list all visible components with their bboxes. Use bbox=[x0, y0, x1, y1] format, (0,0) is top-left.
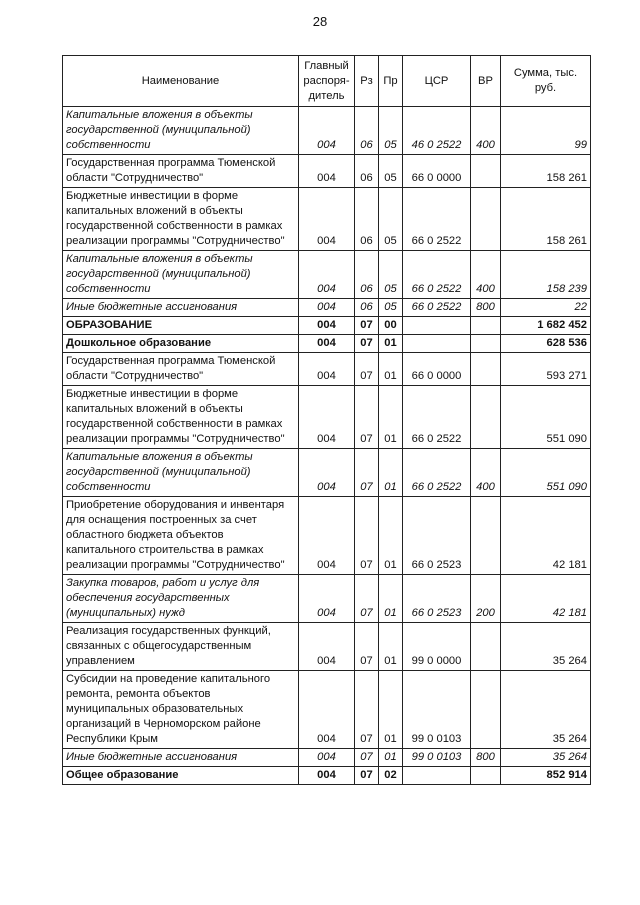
cell-csr: 66 0 0000 bbox=[403, 155, 471, 188]
table-row bbox=[63, 188, 591, 251]
cell-glavny: 004 bbox=[299, 155, 355, 188]
cell-sum: 22 bbox=[501, 299, 591, 317]
table-row bbox=[63, 251, 591, 299]
cell-rz: 07 bbox=[355, 335, 379, 353]
cell-vr bbox=[471, 335, 501, 353]
cell-pr: 01 bbox=[379, 386, 403, 449]
cell-name: Реализация государственных функций, связанных с общегосударственным управлением bbox=[63, 623, 299, 671]
cell-sum: 628 536 bbox=[501, 335, 591, 353]
cell-csr: 66 0 2523 bbox=[403, 497, 471, 575]
cell-csr bbox=[403, 767, 471, 785]
table-row bbox=[63, 386, 591, 449]
cell-pr: 01 bbox=[379, 353, 403, 386]
cell-vr bbox=[471, 497, 501, 575]
cell-vr bbox=[471, 353, 501, 386]
cell-name: Бюджетные инвестиции в форме капитальных вложений в объекты государственной собственности в рамках реализации программы "Сотрудничество" bbox=[63, 386, 299, 449]
header-pr: Пр bbox=[379, 56, 403, 107]
cell-rz: 07 bbox=[355, 353, 379, 386]
cell-rz: 06 bbox=[355, 299, 379, 317]
cell-pr: 01 bbox=[379, 575, 403, 623]
table-row bbox=[63, 749, 591, 767]
table-header-row bbox=[63, 56, 591, 107]
cell-pr: 01 bbox=[379, 623, 403, 671]
table-body bbox=[63, 107, 591, 785]
cell-csr: 46 0 2522 bbox=[403, 107, 471, 155]
header-name: Наименование bbox=[63, 56, 299, 107]
cell-glavny: 004 bbox=[299, 623, 355, 671]
table-row bbox=[63, 623, 591, 671]
budget-table bbox=[62, 55, 591, 785]
cell-rz: 06 bbox=[355, 107, 379, 155]
table-row bbox=[63, 671, 591, 749]
cell-name: Государственная программа Тюменской области "Сотрудничество" bbox=[63, 353, 299, 386]
table-row bbox=[63, 767, 591, 785]
cell-name: Общее образование bbox=[63, 767, 299, 785]
cell-sum: 99 bbox=[501, 107, 591, 155]
cell-rz: 07 bbox=[355, 767, 379, 785]
cell-csr bbox=[403, 335, 471, 353]
cell-sum: 1 682 452 bbox=[501, 317, 591, 335]
cell-pr: 05 bbox=[379, 299, 403, 317]
cell-sum: 593 271 bbox=[501, 353, 591, 386]
cell-sum: 852 914 bbox=[501, 767, 591, 785]
cell-glavny: 004 bbox=[299, 299, 355, 317]
cell-vr bbox=[471, 623, 501, 671]
cell-vr bbox=[471, 671, 501, 749]
cell-name: Субсидии на проведение капитального ремонта, ремонта объектов муниципальных образовательных организаций в Черноморском районе Республики Крым bbox=[63, 671, 299, 749]
header-rz: Рз bbox=[355, 56, 379, 107]
header-sum: Сумма, тыс. руб. bbox=[501, 56, 591, 107]
cell-pr: 05 bbox=[379, 107, 403, 155]
cell-vr: 200 bbox=[471, 575, 501, 623]
table-row bbox=[63, 299, 591, 317]
cell-pr: 05 bbox=[379, 251, 403, 299]
cell-name: Капитальные вложения в объекты государственной (муниципальной) собственности bbox=[63, 107, 299, 155]
table-row bbox=[63, 335, 591, 353]
cell-pr: 02 bbox=[379, 767, 403, 785]
cell-csr: 66 0 2522 bbox=[403, 188, 471, 251]
cell-pr: 01 bbox=[379, 449, 403, 497]
cell-sum: 42 181 bbox=[501, 497, 591, 575]
cell-vr bbox=[471, 155, 501, 188]
cell-sum: 35 264 bbox=[501, 749, 591, 767]
cell-rz: 07 bbox=[355, 749, 379, 767]
cell-sum: 158 261 bbox=[501, 188, 591, 251]
cell-sum: 158 261 bbox=[501, 155, 591, 188]
page-number: 28 bbox=[312, 14, 328, 29]
cell-glavny: 004 bbox=[299, 335, 355, 353]
cell-sum: 551 090 bbox=[501, 386, 591, 449]
cell-rz: 07 bbox=[355, 497, 379, 575]
cell-csr: 66 0 2522 bbox=[403, 299, 471, 317]
cell-sum: 551 090 bbox=[501, 449, 591, 497]
cell-csr bbox=[403, 317, 471, 335]
table-row bbox=[63, 497, 591, 575]
cell-name: Капитальные вложения в объекты государственной (муниципальной) собственности bbox=[63, 251, 299, 299]
cell-name: Иные бюджетные ассигнования bbox=[63, 749, 299, 767]
cell-pr: 01 bbox=[379, 335, 403, 353]
cell-glavny: 004 bbox=[299, 107, 355, 155]
cell-vr: 400 bbox=[471, 107, 501, 155]
cell-csr: 99 0 0103 bbox=[403, 749, 471, 767]
cell-vr: 800 bbox=[471, 749, 501, 767]
cell-name: Иные бюджетные ассигнования bbox=[63, 299, 299, 317]
cell-csr: 66 0 2523 bbox=[403, 575, 471, 623]
header-glavny: Главный распоря-дитель bbox=[299, 56, 355, 107]
cell-vr bbox=[471, 188, 501, 251]
cell-glavny: 004 bbox=[299, 188, 355, 251]
cell-csr: 66 0 0000 bbox=[403, 353, 471, 386]
cell-name: Капитальные вложения в объекты государственной (муниципальной) собственности bbox=[63, 449, 299, 497]
table-row bbox=[63, 317, 591, 335]
cell-csr: 66 0 2522 bbox=[403, 449, 471, 497]
cell-vr bbox=[471, 767, 501, 785]
cell-pr: 05 bbox=[379, 155, 403, 188]
cell-vr bbox=[471, 386, 501, 449]
cell-sum: 35 264 bbox=[501, 623, 591, 671]
cell-csr: 99 0 0000 bbox=[403, 623, 471, 671]
cell-sum: 42 181 bbox=[501, 575, 591, 623]
cell-name: Закупка товаров, работ и услуг для обеспечения государственных (муниципальных) нужд bbox=[63, 575, 299, 623]
table-row bbox=[63, 155, 591, 188]
cell-rz: 07 bbox=[355, 449, 379, 497]
cell-rz: 07 bbox=[355, 671, 379, 749]
cell-csr: 99 0 0103 bbox=[403, 671, 471, 749]
cell-rz: 07 bbox=[355, 317, 379, 335]
cell-rz: 06 bbox=[355, 188, 379, 251]
cell-pr: 01 bbox=[379, 671, 403, 749]
cell-glavny: 004 bbox=[299, 449, 355, 497]
header-vr: ВР bbox=[471, 56, 501, 107]
cell-pr: 01 bbox=[379, 749, 403, 767]
cell-glavny: 004 bbox=[299, 317, 355, 335]
cell-glavny: 004 bbox=[299, 497, 355, 575]
cell-vr: 400 bbox=[471, 449, 501, 497]
header-csr: ЦСР bbox=[403, 56, 471, 107]
cell-name: ОБРАЗОВАНИЕ bbox=[63, 317, 299, 335]
cell-glavny: 004 bbox=[299, 575, 355, 623]
cell-csr: 66 0 2522 bbox=[403, 251, 471, 299]
cell-name: Дошкольное образование bbox=[63, 335, 299, 353]
cell-glavny: 004 bbox=[299, 671, 355, 749]
cell-pr: 05 bbox=[379, 188, 403, 251]
cell-csr: 66 0 2522 bbox=[403, 386, 471, 449]
cell-sum: 35 264 bbox=[501, 671, 591, 749]
cell-pr: 01 bbox=[379, 497, 403, 575]
cell-name: Государственная программа Тюменской области "Сотрудничество" bbox=[63, 155, 299, 188]
cell-vr bbox=[471, 317, 501, 335]
cell-glavny: 004 bbox=[299, 767, 355, 785]
cell-rz: 06 bbox=[355, 155, 379, 188]
cell-name: Бюджетные инвестиции в форме капитальных вложений в объекты государственной собственности в рамках реализации программы "Сотрудничество" bbox=[63, 188, 299, 251]
cell-glavny: 004 bbox=[299, 251, 355, 299]
table-row bbox=[63, 353, 591, 386]
cell-glavny: 004 bbox=[299, 749, 355, 767]
cell-glavny: 004 bbox=[299, 386, 355, 449]
cell-rz: 06 bbox=[355, 251, 379, 299]
table-row bbox=[63, 107, 591, 155]
table-row bbox=[63, 449, 591, 497]
table-row bbox=[63, 575, 591, 623]
cell-rz: 07 bbox=[355, 575, 379, 623]
cell-pr: 00 bbox=[379, 317, 403, 335]
cell-name: Приобретение оборудования и инвентаря для оснащения построенных за счет областного бюджета объектов капитального строительства в рамках реализации программы "Сотрудничество" bbox=[63, 497, 299, 575]
cell-vr: 800 bbox=[471, 299, 501, 317]
cell-rz: 07 bbox=[355, 623, 379, 671]
cell-glavny: 004 bbox=[299, 353, 355, 386]
cell-sum: 158 239 bbox=[501, 251, 591, 299]
cell-rz: 07 bbox=[355, 386, 379, 449]
cell-vr: 400 bbox=[471, 251, 501, 299]
